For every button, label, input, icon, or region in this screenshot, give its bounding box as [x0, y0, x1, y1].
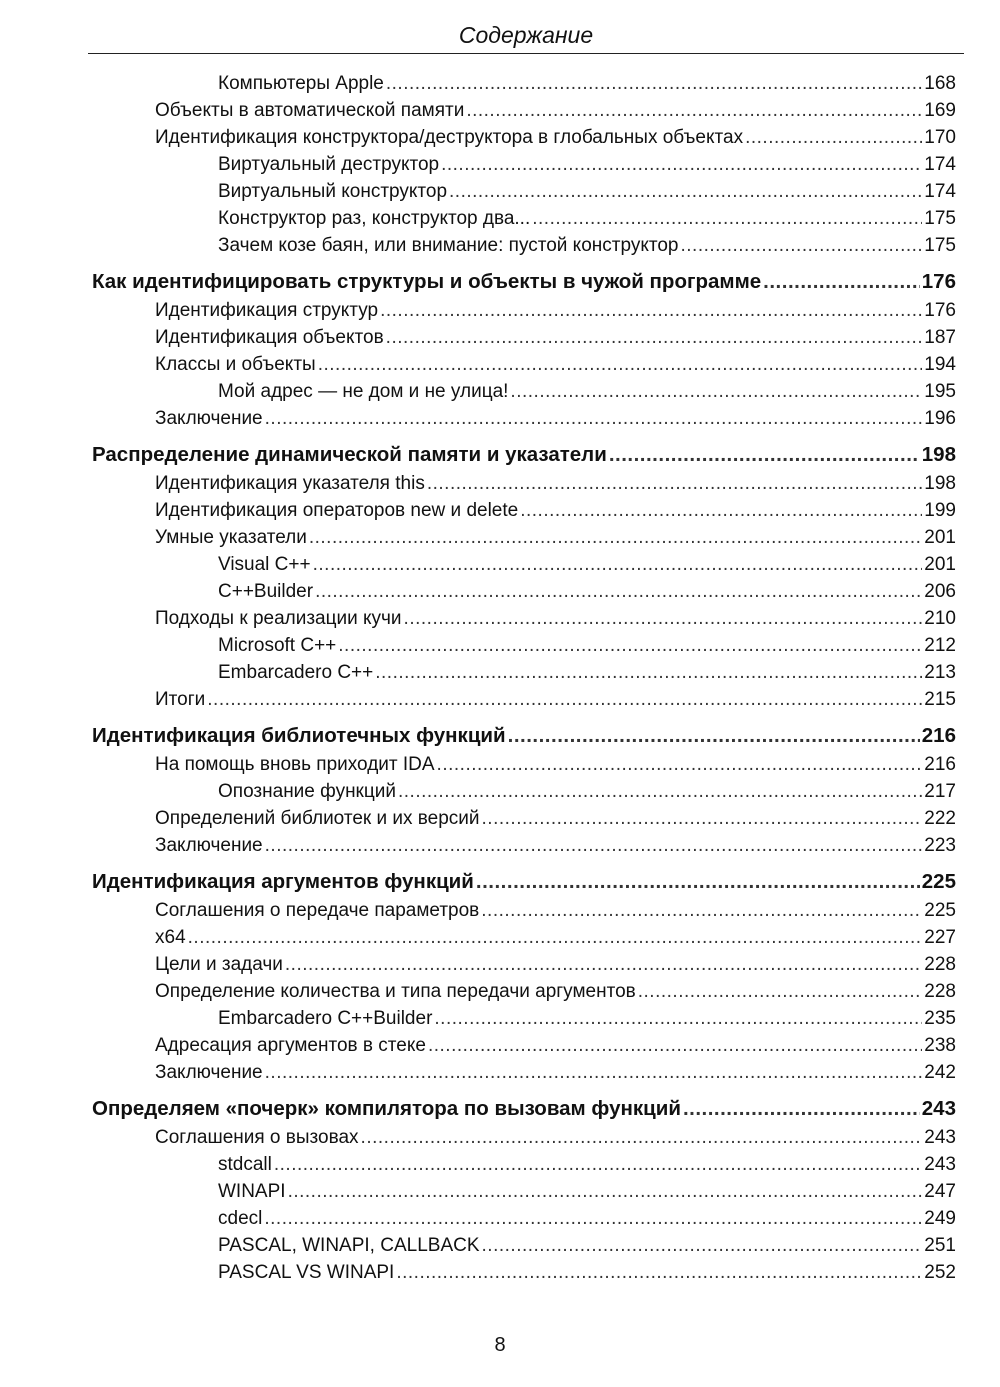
toc-entry [92, 1178, 956, 1205]
toc-entry-page: 222 [924, 808, 956, 829]
dot-leader [510, 378, 922, 405]
toc-entry [92, 551, 956, 578]
toc-entry [92, 605, 956, 632]
toc-entry-page: 235 [924, 1008, 956, 1029]
dot-leader [265, 405, 923, 432]
toc-entry [92, 751, 956, 778]
toc-entry [92, 97, 956, 124]
toc-entry [92, 1232, 956, 1259]
toc-entry-page: 243 [924, 1154, 956, 1175]
toc-entry [92, 832, 956, 859]
toc-entry-title: Опознание функций [218, 781, 396, 802]
dot-leader [428, 1032, 922, 1059]
toc-entry-title: Embarcadero C++ [218, 662, 374, 683]
dot-leader [285, 951, 922, 978]
toc-entry-title: Идентификация объектов [155, 327, 384, 348]
toc-entry-title: Идентификация операторов new и delete [155, 500, 519, 521]
toc-entry-page: 238 [924, 1035, 956, 1056]
toc-entry-title: Виртуальный деструктор [218, 154, 440, 175]
toc-entry-page: 210 [924, 608, 956, 629]
toc-entry-title: Классы и объекты [155, 354, 316, 375]
dot-leader [207, 686, 922, 713]
toc-entry-title: Объекты в автоматической памяти [155, 100, 465, 121]
dot-leader [466, 97, 922, 124]
toc-entry-title: Заключение [155, 408, 263, 429]
toc-entry-page: 228 [924, 954, 956, 975]
toc-entry [92, 659, 956, 686]
dot-leader [763, 267, 920, 297]
dot-leader [680, 232, 922, 259]
toc-entry-page: 176 [924, 300, 956, 321]
toc-entry-page: 227 [924, 927, 956, 948]
toc-entry [92, 1005, 956, 1032]
toc-chapter [92, 867, 956, 897]
toc-entry-title: Компьютеры Apple [218, 73, 384, 94]
toc-entry-title: Идентификация аргументов функций [92, 870, 474, 893]
toc-entry [92, 405, 956, 432]
dot-leader [437, 751, 923, 778]
toc-entry-title: Embarcadero C++Builder [218, 1008, 433, 1029]
toc-entry-page: 196 [924, 408, 956, 429]
toc-entry [92, 351, 956, 378]
toc-chapter [92, 1094, 956, 1124]
toc-entry [92, 951, 956, 978]
toc-entry-title: Идентификация библиотечных функций [92, 724, 506, 747]
dot-leader [318, 351, 923, 378]
toc-entry-title: Мой адрес — не дом и не улица! [218, 381, 509, 402]
toc-entry-title: Определяем «почерк» компилятора по вызовам функций [92, 1097, 681, 1120]
toc-entry-page: 242 [924, 1062, 956, 1083]
toc-entry-page: 168 [924, 73, 956, 94]
toc-entry-title: Идентификация структур [155, 300, 379, 321]
toc-entry-page: 225 [924, 900, 956, 921]
toc-entry-title: PASCAL VS WINAPI [218, 1262, 395, 1283]
dot-leader [481, 897, 922, 924]
toc-entry [92, 924, 956, 951]
dot-leader [683, 1094, 920, 1124]
toc-entry [92, 686, 956, 713]
toc-entry-page: 225 [921, 870, 956, 893]
toc-entry-page: 175 [924, 235, 956, 256]
table-of-contents [92, 70, 956, 1286]
toc-entry-title: Заключение [155, 1062, 263, 1083]
dot-leader [508, 721, 920, 751]
toc-entry-page: 215 [924, 689, 956, 710]
toc-entry-title: Определение количества и типа передачи аргументов [155, 981, 636, 1002]
toc-entry [92, 497, 956, 524]
toc-entry-page: 243 [921, 1097, 956, 1120]
toc-entry [92, 378, 956, 405]
dot-leader [396, 1259, 922, 1286]
toc-entry-page: 198 [924, 473, 956, 494]
toc-entry-page: 174 [924, 181, 956, 202]
toc-entry-page: 249 [924, 1208, 956, 1229]
dot-leader [434, 1005, 922, 1032]
toc-entry [92, 1032, 956, 1059]
toc-entry-page: 217 [924, 781, 956, 802]
toc-entry [92, 897, 956, 924]
toc-entry-page: 198 [921, 443, 956, 466]
dot-leader [309, 524, 922, 551]
toc-entry-title: Определений библиотек и их версий [155, 808, 480, 829]
dot-leader [386, 324, 923, 351]
toc-chapter [92, 721, 956, 751]
toc-entry-page: 212 [924, 635, 956, 656]
toc-entry-title: Виртуальный конструктор [218, 181, 448, 202]
toc-entry [92, 1151, 956, 1178]
toc-entry-title: PASCAL, WINAPI, CALLBACK [218, 1235, 480, 1256]
toc-entry [92, 232, 956, 259]
dot-leader [338, 632, 922, 659]
toc-chapter [92, 267, 956, 297]
toc-entry-page: 216 [924, 754, 956, 775]
toc-chapter [92, 440, 956, 470]
dot-leader [288, 1178, 923, 1205]
toc-entry-title: Цели и задачи [155, 954, 283, 975]
toc-entry-page: 252 [924, 1262, 956, 1283]
toc-entry-title: cdecl [218, 1208, 263, 1229]
dot-leader [398, 778, 922, 805]
toc-entry-title: Конструктор раз, конструктор два... [218, 208, 531, 229]
toc-entry-title: Зачем козе баян, или внимание: пустой конструктор [218, 235, 679, 256]
dot-leader [427, 470, 922, 497]
running-header: Содержание [88, 22, 964, 54]
toc-entry-page: 206 [924, 581, 956, 602]
toc-entry-title: Как идентифицировать структуры и объекты в чужой программе [92, 270, 762, 293]
dot-leader [476, 867, 920, 897]
toc-entry-title: Microsoft C++ [218, 635, 337, 656]
toc-entry-page: 170 [924, 127, 956, 148]
toc-entry-page: 195 [924, 381, 956, 402]
toc-entry [92, 324, 956, 351]
toc-entry-title: Подходы к реализации кучи [155, 608, 402, 629]
toc-entry-title: WINAPI [218, 1181, 286, 1202]
toc-entry-title: x64 [155, 927, 186, 948]
toc-entry [92, 297, 956, 324]
toc-entry [92, 578, 956, 605]
toc-entry-page: 216 [921, 724, 956, 747]
toc-entry [92, 124, 956, 151]
page-number: 8 [494, 1334, 506, 1356]
dot-leader [188, 924, 923, 951]
toc-entry [92, 778, 956, 805]
toc-entry-title: Умные указатели [155, 527, 307, 548]
toc-entry [92, 70, 956, 97]
dot-leader [745, 124, 922, 151]
dot-leader [520, 497, 922, 524]
dot-leader [441, 151, 922, 178]
toc-entry-title: Распределение динамической памяти и указатели [92, 443, 607, 466]
dot-leader [482, 1232, 923, 1259]
dot-leader [482, 805, 923, 832]
toc-entry-page: 199 [924, 500, 956, 521]
dot-leader [449, 178, 922, 205]
dot-leader [375, 659, 922, 686]
toc-entry [92, 1259, 956, 1286]
dot-leader [315, 578, 922, 605]
toc-entry-title: Соглашения о вызовах [155, 1127, 359, 1148]
dot-leader [265, 832, 923, 859]
toc-entry-page: 251 [924, 1235, 956, 1256]
toc-entry-page: 187 [924, 327, 956, 348]
toc-entry [92, 178, 956, 205]
toc-entry-title: Итоги [155, 689, 206, 710]
toc-entry-page: 213 [924, 662, 956, 683]
toc-entry [92, 978, 956, 1005]
toc-entry [92, 805, 956, 832]
dot-leader [264, 1205, 922, 1232]
dot-leader [265, 1059, 923, 1086]
dot-leader [274, 1151, 922, 1178]
dot-leader [380, 297, 922, 324]
toc-entry-page: 176 [921, 270, 956, 293]
toc-entry [92, 524, 956, 551]
dot-leader [386, 70, 922, 97]
toc-entry [92, 1124, 956, 1151]
toc-entry-title: C++Builder [218, 581, 314, 602]
toc-entry-title: Идентификация конструктора/деструктора в глобальных объектах [155, 127, 744, 148]
toc-entry-title: Заключение [155, 835, 263, 856]
toc-entry-title: Идентификация указателя this [155, 473, 425, 494]
dot-leader [638, 978, 923, 1005]
toc-entry [92, 470, 956, 497]
toc-entry-title: stdcall [218, 1154, 272, 1175]
dot-leader [404, 605, 923, 632]
dot-leader [532, 205, 922, 232]
toc-entry-page: 169 [924, 100, 956, 121]
toc-entry-title: На помощь вновь приходит IDA [155, 754, 435, 775]
toc-entry-title: Адресация аргументов в стеке [155, 1035, 426, 1056]
dot-leader [361, 1124, 923, 1151]
toc-entry-page: 174 [924, 154, 956, 175]
toc-entry [92, 205, 956, 232]
toc-entry [92, 632, 956, 659]
toc-entry-page: 201 [924, 527, 956, 548]
toc-entry [92, 151, 956, 178]
toc-entry-page: 201 [924, 554, 956, 575]
toc-entry-title: Соглашения о передаче параметров [155, 900, 480, 921]
toc-entry-page: 223 [924, 835, 956, 856]
toc-entry [92, 1205, 956, 1232]
toc-entry-page: 228 [924, 981, 956, 1002]
dot-leader [609, 440, 920, 470]
toc-entry-page: 243 [924, 1127, 956, 1148]
toc-entry-page: 247 [924, 1181, 956, 1202]
dot-leader [313, 551, 923, 578]
toc-entry-title: Visual C++ [218, 554, 311, 575]
toc-entry-page: 194 [924, 354, 956, 375]
toc-entry [92, 1059, 956, 1086]
toc-entry-page: 175 [924, 208, 956, 229]
